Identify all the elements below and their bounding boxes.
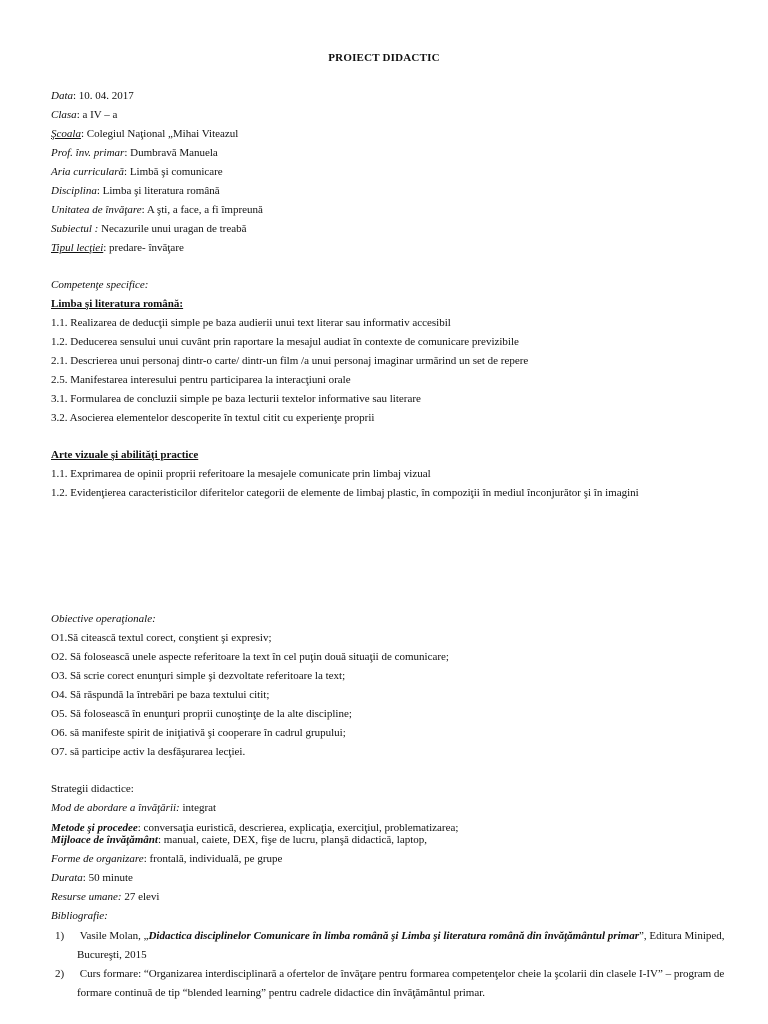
info-subiectul: Subiectul : Necazurile unui uragan de treabă [51,223,247,235]
strategii-heading: Strategii didactice: [51,783,134,795]
obiectiv-6: O6. să manifeste spirit de iniţiativă şi cooperare în cadrul grupului; [51,727,346,739]
arte-item-2: 1.2. Evidenţierea caracteristicilor diferitelor categorii de elemente de limbaj plastic, în compoziţii în mediul înconjurător şi în imagini [51,487,639,499]
info-tipul: Tipul lecţiei: predare- învăţare [51,242,184,254]
bibliografie-item-1: 1) Vasile Molan, „Didactica disciplinelor Comunicare în limba română şi Limba şi literatura română din învăţământul primar”, Editura Miniped, [55,930,725,942]
bibliografie-item-2: 2) Curs formare: “Organizarea interdisciplinară a ofertelor de învăţare pentru formarea competenţelor cheie la şcolarii din clasele I-IV” – program de [55,968,725,980]
info-scoala: Şcoala: Colegiul Naţional „Mihai Viteazul [51,128,239,140]
strategii-mod: Mod de abordare a învăţării: integrat [51,802,217,814]
strategii-resurse: Resurse umane: 27 elevi [51,891,160,903]
arte-heading: Arte vizuale şi abilităţi practice [51,449,199,461]
limba-item-3: 2.1. Descrierea unui personaj dintr-o carte/ dintr-un film /a unui personaj imaginar urmărind un set de repere [51,355,529,367]
obiectiv-5: O5. Să folosească în enunţuri proprii cunoştinţe de la alte discipline; [51,708,352,720]
obiectiv-4: O4. Să răspundă la întrebări pe baza textului citit; [51,689,270,701]
strategii-durata: Durata: 50 minute [51,872,133,884]
bibliografie-heading: Bibliografie: [51,910,108,922]
page-title: PROIECT DIDACTIC [328,52,440,64]
info-clasa: Clasa: a IV – a [51,109,118,121]
limba-item-1: 1.1. Realizarea de deducţii simple pe baza audierii unui text literar sau informativ accesibil [51,317,451,329]
obiectiv-1: O1.Să citească textul corect, conştient şi expresiv; [51,632,272,644]
limba-item-5: 3.1. Formularea de concluzii simple pe baza lecturii textelor informative sau literare [51,393,421,405]
info-disciplina: Disciplina: Limba şi literatura română [51,185,220,197]
obiectiv-3: O3. Să scrie corect enunţuri simple şi dezvoltate referitoare la text; [51,670,346,682]
limba-item-2: 1.2. Deducerea sensului unui cuvânt prin raportare la mesajul audiat în contexte de comunicare previzibile [51,336,519,348]
strategii-mijloace: Mijloace de învăţământ: manual, caiete, DEX, fişe de lucru, planşă didactică, laptop, [51,834,428,846]
info-profesor: Prof. înv. primar: Dumbravă Manuela [51,147,218,159]
info-data: Data: 10. 04. 2017 [51,90,134,102]
arte-item-1: 1.1. Exprimarea de opinii proprii referitoare la mesajele comunicate prin limbaj vizual [51,468,431,480]
bibliografie-item-1-cont: Bucureşti, 2015 [77,949,147,961]
limba-item-4: 2.5. Manifestarea interesului pentru participarea la interacţiuni orale [51,374,351,386]
obiective-heading: Obiective operaţionale: [51,613,156,625]
limba-heading: Limba şi literatura română: [51,298,184,310]
obiectiv-7: O7. să participe activ la desfăşurarea lecţiei. [51,746,246,758]
info-aria: Aria curriculară: Limbă şi comunicare [51,166,223,178]
competente-heading: Competenţe specifice: [51,279,149,291]
strategii-metode: Metode şi procedee: conversaţia euristică, descrierea, explicaţia, exerciţiul, problematizarea; [51,822,459,834]
bibliografie-item-2-cont: formare continuă de tip “blended learning” pentru cadrele didactice din învăţământul primar. [77,987,486,999]
limba-item-6: 3.2. Asocierea elementelor descoperite în textul citit cu experienţe proprii [51,412,375,424]
strategii-forme: Forme de organizare: frontală, individuală, pe grupe [51,853,283,865]
info-unitatea: Unitatea de învăţare: A şti, a face, a fi împreună [51,204,263,216]
obiectiv-2: O2. Să folosească unele aspecte referitoare la text în cel puţin două situaţii de comunicare; [51,651,449,663]
